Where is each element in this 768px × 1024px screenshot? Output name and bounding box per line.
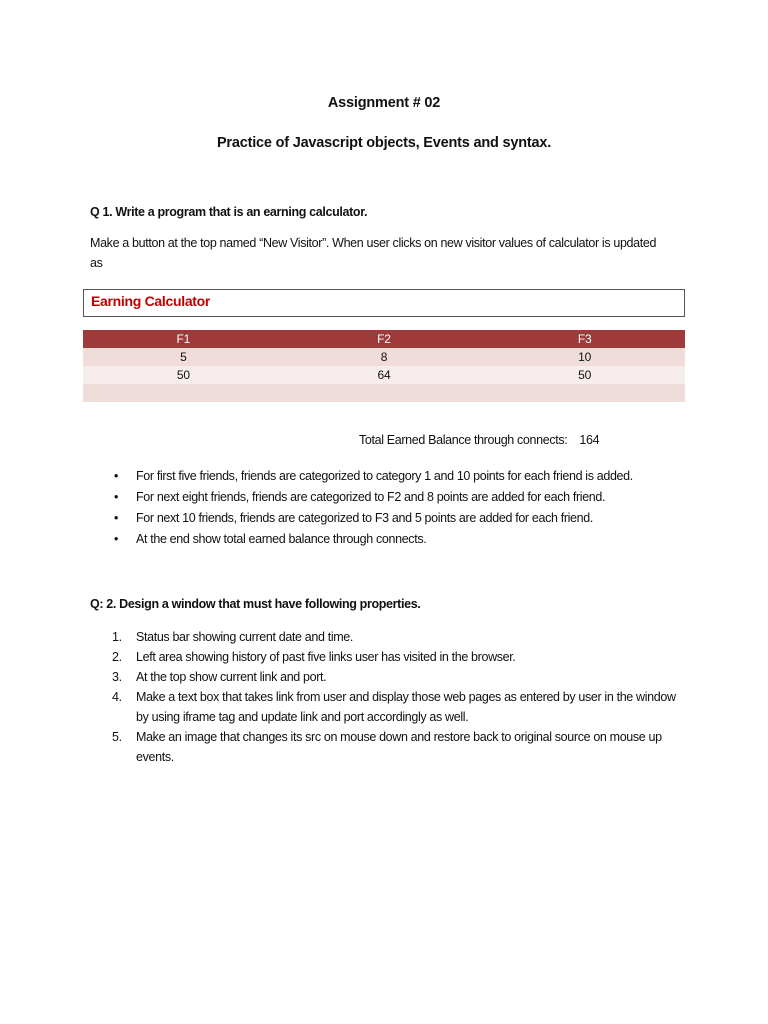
table-cell: 10 [578, 350, 592, 364]
bullet-icon: • [114, 532, 119, 546]
bullet-icon: • [114, 469, 119, 483]
list-item-text: For next eight friends, friends are categorized to F2 and 8 points are added for each friend. [136, 490, 606, 504]
question-1-description: Make a button at the top named “New Visitor”. When user clicks on new visitor values of calculator is updated as [90, 236, 657, 270]
list-item [110, 627, 680, 647]
list-item [110, 667, 680, 687]
earning-calculator-box [83, 289, 685, 317]
table-cell [284, 384, 485, 402]
table-row [83, 366, 685, 384]
bullet-icon: • [114, 511, 119, 525]
table-cell [83, 384, 284, 402]
list-item [114, 466, 633, 487]
table-cell [484, 384, 685, 402]
bullet-icon: • [114, 490, 119, 504]
list-item-text: At the top show current link and port. [136, 670, 327, 684]
window-properties-list [110, 627, 680, 767]
list-item-text: For first five friends, friends are categorized to category 1 and 10 points for each friend is added. [136, 469, 633, 483]
table-cell: 50 [176, 368, 190, 382]
list-number: 3. [112, 670, 122, 684]
list-item [114, 508, 633, 529]
table-row [83, 384, 685, 402]
list-item [110, 727, 680, 767]
table-cell: 50 [578, 368, 592, 382]
column-header-f3: F3 [577, 332, 592, 346]
table-cell: 5 [180, 350, 187, 364]
assignment-title: Assignment # 02 [327, 95, 441, 111]
earning-calculator-table [83, 330, 685, 402]
table-row [83, 348, 685, 366]
list-item-text: At the end show total earned balance through connects. [136, 532, 427, 546]
list-item [110, 647, 680, 667]
table-cell: 8 [380, 350, 388, 364]
total-label: Total Earned Balance through connects: [359, 433, 568, 447]
assignment-subtitle: Practice of Javascript objects, Events and syntax. [216, 135, 552, 151]
list-item-text: Make an image that changes its src on mouse down and restore back to original source on mouse up events. [136, 730, 662, 764]
list-number: 1. [112, 630, 122, 644]
table-cell: 64 [377, 368, 391, 382]
list-item [110, 687, 680, 727]
list-item-text: Make a text box that takes link from user and display those web pages as entered by user in the window by using iframe tag and update link and port accordingly as well. [136, 690, 676, 724]
list-item [114, 487, 633, 508]
list-number: 4. [112, 690, 122, 704]
list-number: 5. [112, 730, 122, 744]
question-2-heading: Q: 2. Design a window that must have following properties. [90, 597, 421, 611]
earning-calculator-title: Earning Calculator [91, 293, 211, 309]
list-item [114, 529, 633, 550]
calculator-rules-list [114, 466, 633, 550]
list-item-text: Left area showing history of past five links user has visited in the browser. [136, 650, 516, 664]
column-header-f1: F1 [176, 332, 191, 346]
total-value: 164 [579, 433, 600, 447]
column-header-f2: F2 [377, 332, 391, 346]
list-item-text: Status bar showing current date and time. [136, 630, 354, 644]
total-earned-balance [359, 433, 599, 447]
list-item-text: For next 10 friends, friends are categorized to F3 and 5 points are added for each friend. [136, 511, 593, 525]
list-number: 2. [112, 650, 122, 664]
table-header-row [83, 330, 685, 348]
question-1-heading: Q 1. Write a program that is an earning calculator. [90, 205, 368, 219]
